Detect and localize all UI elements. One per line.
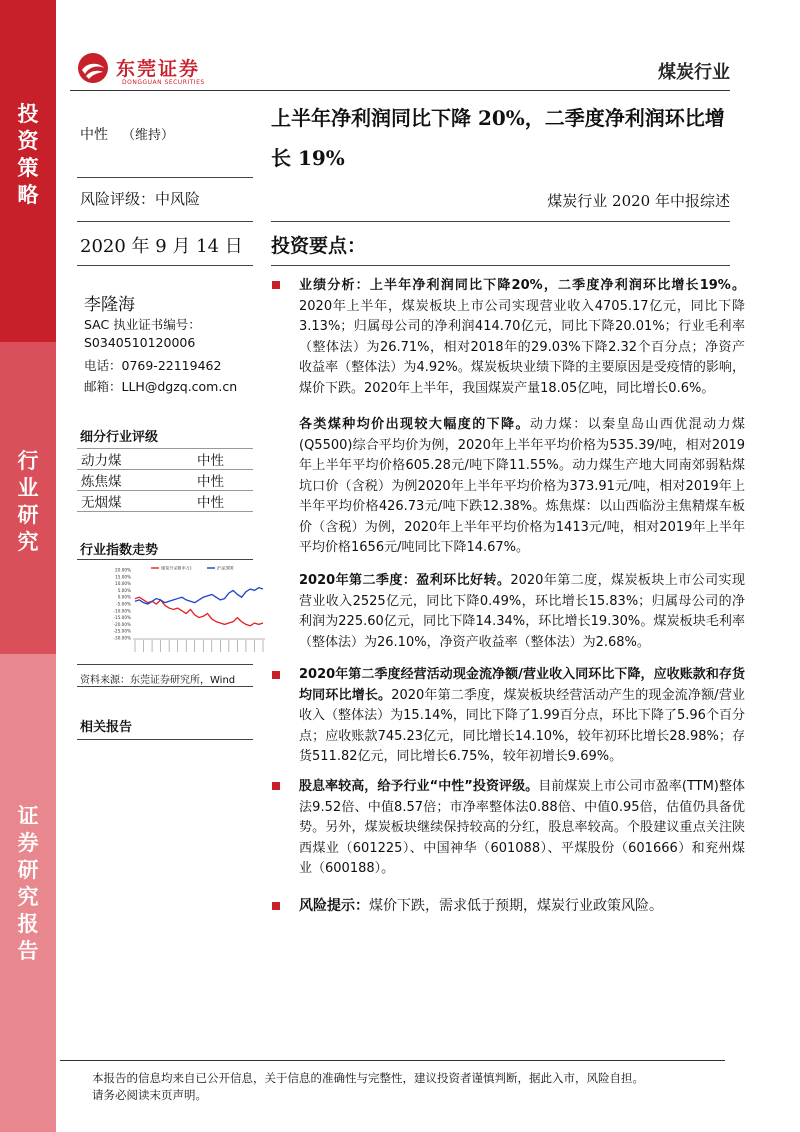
table-row: 无烟煤 中性 (77, 491, 253, 512)
related-divider (77, 739, 253, 740)
index-trend-chart (99, 562, 269, 662)
left-divider-4 (77, 686, 253, 687)
chart-series (135, 588, 263, 626)
left-divider-1 (77, 177, 253, 178)
para-coal-price: 各类煤种均价出现较大幅度的下降。动力煤：以秦皇岛山西优混动力煤(Q5500)综合平均价为例，2020年上半年平均价格为535.39/吨，相对2019年上半年平均价格605.28元/吨下降11.55%。动力煤生产地大同南郊弱粘煤坑口价（含税）为例2020年上半年平均价格为373.91元/吨，相对2019年上半年平均价格426.73元/吨下跌12.38%。炼焦煤：以山西临汾主焦精煤车板价（含税）为例，2020年上半年平均价格为1413元/吨，相对2019年上半年平均价格1656元/吨同比下降14.67%。 (299, 417, 745, 555)
series-line (135, 597, 263, 626)
footer-divider (60, 1060, 725, 1061)
y-tick-label: -30.00% (113, 635, 131, 641)
y-tick-label: -5.00% (116, 601, 131, 607)
y-tick-label: -20.00% (113, 621, 131, 627)
legend-label: 沪深300 (217, 565, 234, 571)
sub-rating-table (77, 448, 253, 512)
left-divider-3 (77, 265, 253, 266)
brand-name: 东莞证券 (116, 58, 201, 80)
report-title: 上半年净利润同比下降 20%，二季度净利润环比增长 19% (271, 106, 725, 170)
chart-top-divider (77, 559, 253, 560)
brand-logo-icon (77, 52, 109, 84)
table-row: 动力煤 中性 (77, 449, 253, 470)
y-axis-ticks (114, 568, 132, 641)
cert-number: S0340510120006 (84, 335, 196, 350)
para-cashflow: 2020年第二季度经营活动现金流净额/营业收入同环比下降，应收账款和存货均同环比增长。2020年第二季度，煤炭板块经营活动产生的现金流净额/营业收入（整体法）为15.14%，同比下降了1.99百分点，环比下降了5.96个百分点；应收账款745.23亿元，同比增长14.10%，较年初环比增长28.98%；存货511.82亿元，同比增长6.75%，较年初增长9.69%。 (299, 667, 745, 764)
index-trend-title: 行业指数走势 (80, 543, 159, 558)
footer-disclaimer: 本报告的信息均来自已公开信息，关于信息的准确性与完整性，建议投资者谨慎判断，据此入市，风险自担。 请务必阅读末页声明。 (92, 1071, 644, 1102)
y-tick-label: 15.00% (115, 574, 131, 580)
para-performance: 业绩分析：上半年净利润同比下降20%，二季度净利润环比增长19%。2020年上半年，煤炭板块上市公司实现营业收入4705.17亿元，同比下降3.13%；归属母公司的净利润414.70亿元，同比下降20.01%；行业毛利率（整体法）为26.71%，相对2018年的29.03%下降2.32个百分点；净资产收益率（整体法）为4.92%。煤炭板块业绩下降的主要原因是受疫情的影响，煤价下跌。2020年上半年，我国煤炭产量18.05亿吨，同比增长0.6%。 (299, 278, 745, 396)
brand-name-en: DONGGUAN SECURITIES (122, 79, 205, 86)
analyst-name: 李隆海 (84, 295, 135, 315)
analyst-phone: 电话：0769-22119462 (84, 358, 222, 373)
related-reports-title: 相关报告 (80, 720, 133, 735)
bullet-icon (272, 902, 280, 910)
bullet-icon (272, 281, 280, 289)
y-tick-label: -25.00% (113, 628, 131, 634)
y-tick-label: -10.00% (113, 608, 131, 614)
para-risk: 风险提示：煤价下跌，需求低于预期，煤炭行业政策风险。 (299, 898, 663, 914)
x-axis-ticks (133, 639, 265, 652)
cert-label: SAC 执业证书编号： (84, 317, 201, 332)
y-tick-label: 5.00% (117, 587, 131, 593)
report-type: 煤炭行业 2020 年中报综述 (547, 192, 730, 210)
legend-label: 煤炭开采Ⅱ(申万) (161, 565, 192, 571)
table-row: 炼焦煤 中性 (77, 470, 253, 491)
bullet-icon (272, 782, 280, 790)
header-divider (70, 90, 730, 91)
sector-label: 煤炭行业 (658, 62, 730, 83)
analyst-email: 邮箱：LLH@dgzq.com.cn (84, 379, 238, 394)
y-tick-label: 20.00% (115, 567, 131, 573)
y-tick-label: 0.00% (117, 594, 131, 600)
y-tick-label: 10.00% (115, 581, 131, 587)
para-q2: 2020年第二季度：盈利环比好转。2020年第二度，煤炭板块上市公司实现营业收入2525亿元，同比下降0.49%，环比增长15.83%；归属母公司的净利润为225.60亿元，同比下降14.34%，环比增长19.30%。煤炭板块毛利率（整体法）为26.10%，净资产收益率（整体法）为2.68%。 (299, 573, 745, 650)
industry-rating (80, 124, 174, 144)
sub-rating-title: 细分行业评级 (80, 430, 159, 445)
bullet-icon (272, 671, 280, 679)
sidebar-label-3: 证 券 研 究 报 告 (17, 804, 39, 963)
chart-source: 资料来源：东莞证券研究所，Wind (80, 675, 236, 686)
chart-legend (151, 565, 234, 572)
sidebar-label-1: 投 资 策 略 (17, 102, 39, 207)
risk-rating: 风险评级：中风险 (80, 190, 201, 208)
y-tick-label: -15.00% (113, 615, 131, 621)
rating-note: （维持） (122, 128, 175, 143)
section-heading: 投资要点： (271, 235, 367, 257)
report-date: 2020 年 9 月 14 日 (80, 236, 243, 257)
series-line (135, 588, 263, 604)
rating-value: 中性 (80, 127, 108, 143)
main-divider-1 (271, 221, 730, 222)
main-divider-2 (271, 265, 730, 266)
sidebar-label-2: 行 业 研 究 (17, 449, 39, 554)
left-divider-2 (77, 221, 253, 222)
chart-bottom-divider (77, 664, 253, 665)
para-valuation: 股息率较高，给予行业“中性”投资评级。目前煤炭上市公司市盈率(TTM)整体法9.52倍、中值8.57倍；市净率整体法0.88倍、中值0.95倍，估值仍具备优势。另外，煤炭板块继续保持较高的分红，股息率较高。个股建议重点关注陕西煤业（601225）、中国神华（601088）、平煤股份（601666）和兖州煤业（600188）。 (299, 779, 746, 876)
